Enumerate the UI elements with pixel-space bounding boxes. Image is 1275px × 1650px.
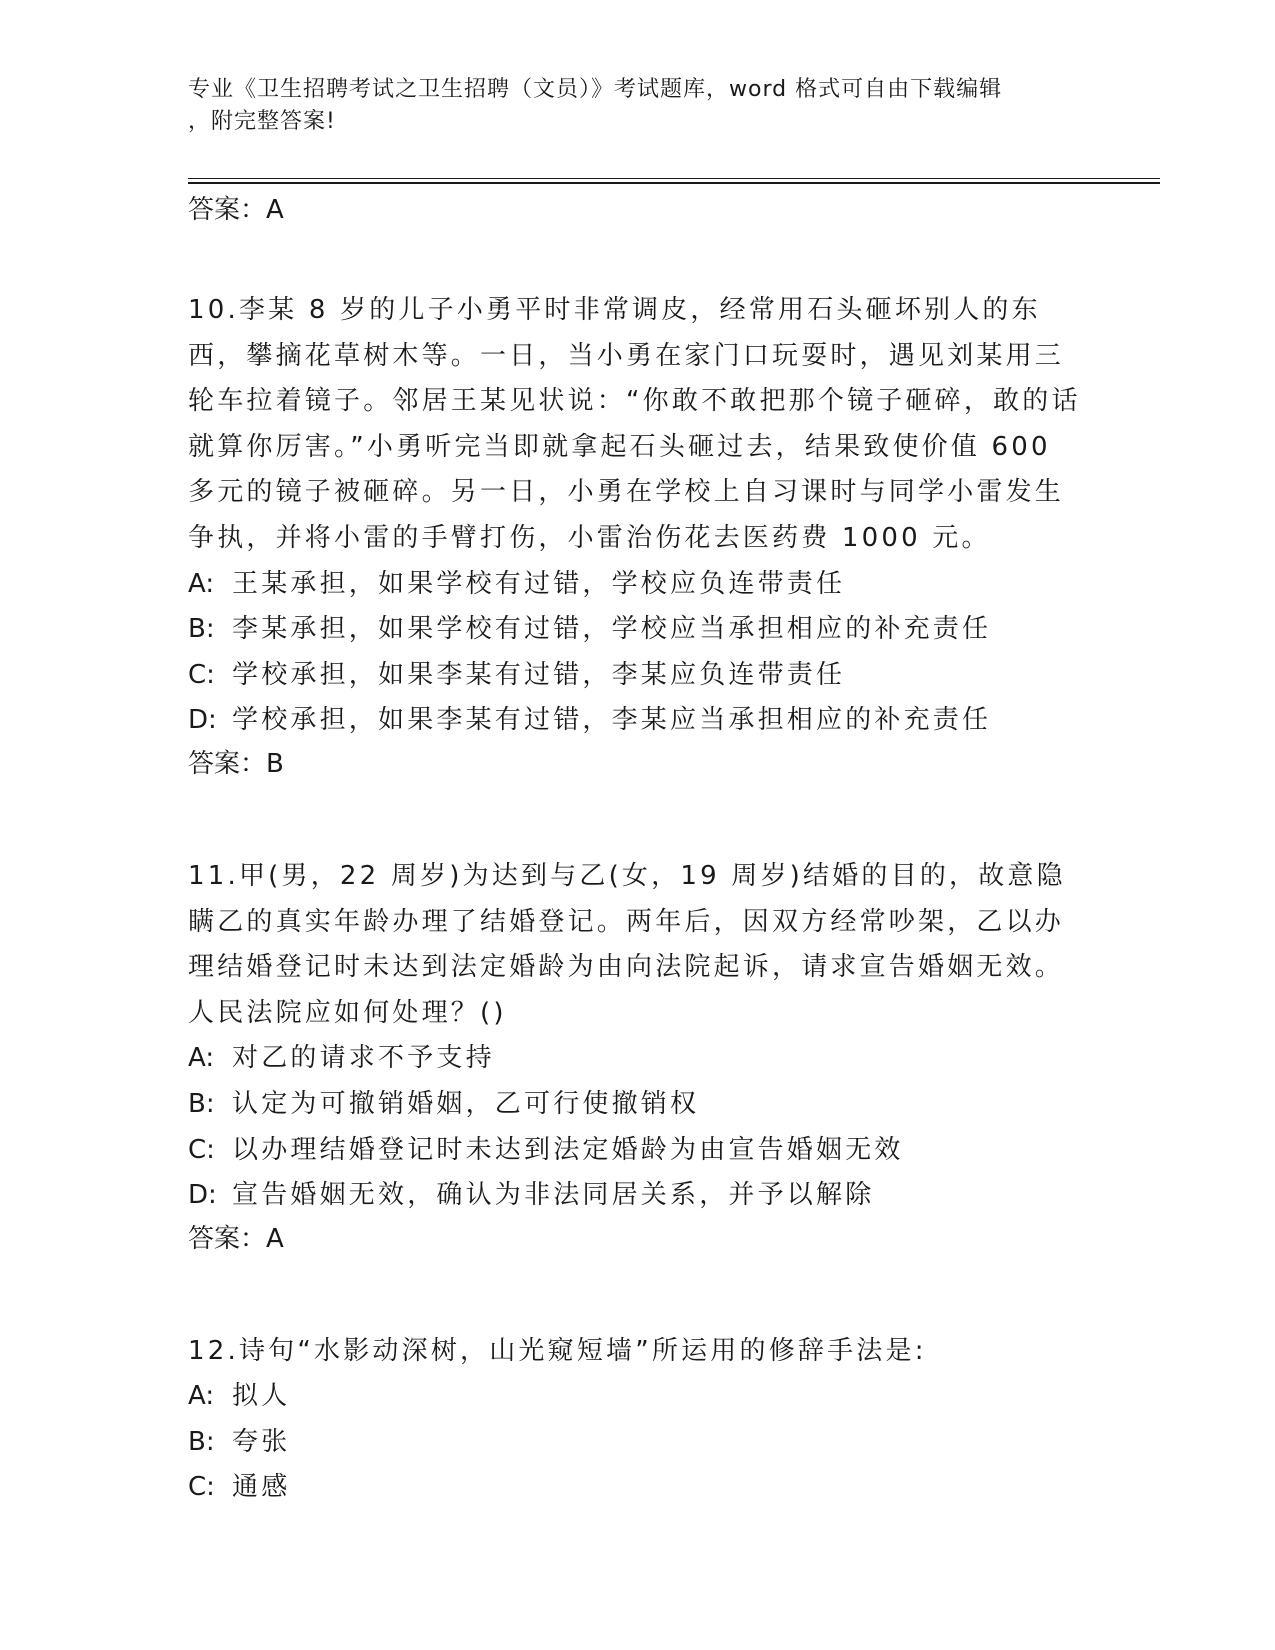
option-b [188,1420,1088,1466]
question-10 [188,288,1088,782]
option-a [188,1374,1088,1420]
option-text: 学校承担，如果李某有过错，李某应当承担相应的补充责任 [232,705,992,736]
option-text: 对乙的请求不予支持 [232,1043,495,1074]
option-text: 李某承担，如果学校有过错，学校应当承担相应的补充责任 [232,614,992,645]
option-text: 宣告婚姻无效，确认为非法同居关系，并予以解除 [232,1180,875,1211]
header-rule-thin [188,178,1160,179]
option-text: 通感 [232,1472,291,1503]
option-key: B: [188,1426,215,1457]
header-line-1: 专业《卫生招聘考试之卫生招聘（文员）》考试题库，word 格式可自由下载编辑 [188,77,1003,102]
option-key: A: [188,568,215,599]
option-key: C: [188,1134,215,1165]
option-list [188,562,1088,744]
document-body [188,192,1088,1511]
previous-answer: 答案：A [188,195,284,225]
option-key: A: [188,1043,215,1074]
option-b [188,607,1088,653]
option-key: A: [188,1381,215,1412]
answer-line: 答案：B [188,748,284,779]
option-list [188,1374,1088,1511]
answer-line: 答案：A [188,1223,284,1254]
option-c [188,1465,1088,1511]
option-text: 王某承担，如果学校有过错，学校应负连带责任 [232,568,846,599]
option-b [188,1082,1088,1128]
option-text: 学校承担，如果李某有过错，李某应负连带责任 [232,659,846,690]
option-text: 认定为可撤销婚姻，乙可行使撤销权 [232,1088,700,1119]
option-a [188,1036,1088,1082]
option-text: 夸张 [232,1426,291,1457]
option-list [188,1036,1088,1218]
option-text: 拟人 [232,1381,291,1412]
option-c [188,1128,1088,1174]
question-11 [188,854,1088,1257]
question-text: 12.诗句“水影动深树，山光窥短墙”所运用的修辞手法是: [188,1335,927,1366]
option-d [188,1173,1088,1219]
option-a [188,562,1088,608]
option-key: C: [188,659,215,690]
option-key: D: [188,1180,217,1211]
option-key: B: [188,1088,215,1119]
header-rule-thick [188,182,1160,184]
header-line-2: ，附完整答案! [188,109,336,134]
option-c [188,653,1088,699]
option-key: D: [188,705,217,736]
question-text: 11.甲(男，22 周岁)为达到与乙(女，19 周岁)结婚的目的，故意隐瞒乙的真实年龄办理了结婚登记。两年后，因双方经常吵架，乙以办理结婚登记时未达到法定婚龄为由向法院起诉，请求宣告婚姻无效。人民法院应如何处理？() [188,860,1066,1028]
question-text: 10.李某 8 岁的儿子小勇平时非常调皮，经常用石头砸坏别人的东西，攀摘花草树木等。一日，当小勇在家门口玩耍时，遇见刘某用三轮车拉着镜子。邻居王某见状说：“你敢不敢把那个镜子砸碎，敢的话就算你厉害。”小勇听完当即就拿起石头砸过去，结果致使价值 600 多元的镜子被砸碎。另一日，小勇在学校上自习课时与同学小雷发生争执，并将小雷的手臂打伤，小雷治伤花去医药费 1000 元。 [188,295,1081,553]
page-header [188,74,1088,138]
question-12 [188,1329,1088,1511]
option-text: 以办理结婚登记时未达到法定婚龄为由宣告婚姻无效 [232,1134,904,1165]
option-key: C: [188,1472,215,1503]
option-key: B: [188,614,215,645]
option-d [188,698,1088,744]
